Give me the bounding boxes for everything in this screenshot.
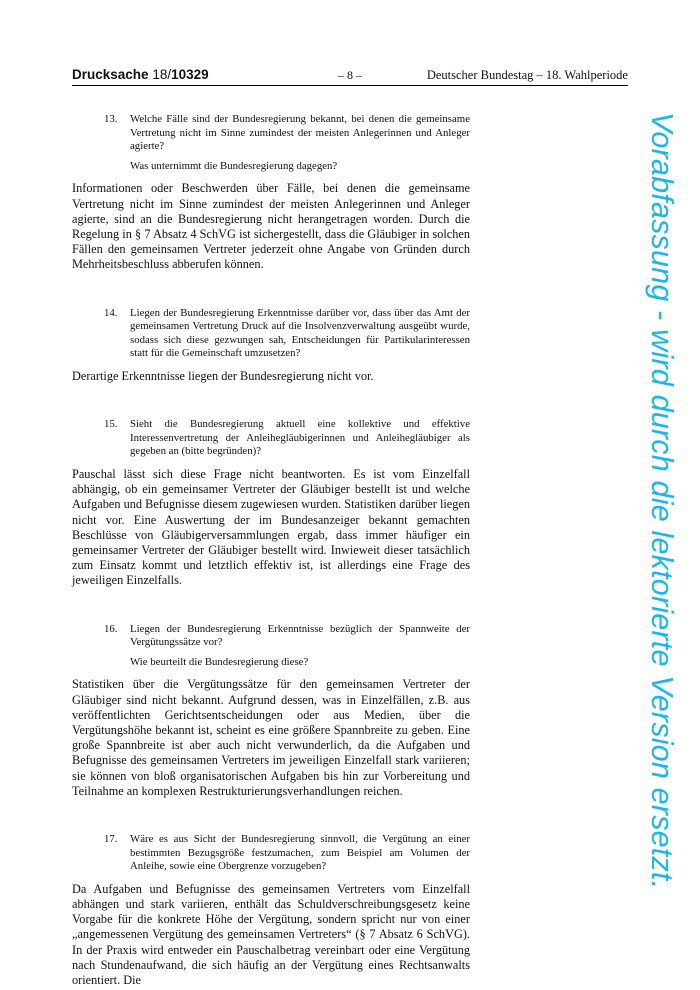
question-16: [104, 623, 470, 650]
question-number: 16.: [104, 622, 118, 635]
doc-number-prefix: 18/: [152, 67, 172, 82]
answer-13: Informationen oder Beschwerden über Fälle, bei denen die gemeinsame Vertretung nicht im Sinne zumindest der meisten Anlegerinnen und Anleger agierte, sind an die Bundesregierung nicht herangetragen worden. Durch die Regelung in § 7 Absatz 4 SchVG ist sichergestellt, dass die Gläubiger in solchen Fällen den gemeinsamen Vertreter jederzeit ohne Angabe von Gründen durch Mehrheitsbeschluss abberufen können.: [72, 181, 470, 272]
question-number: 14.: [104, 306, 118, 319]
question-15: [104, 418, 470, 459]
question-text: Welche Fälle sind der Bundesregierung bekannt, bei denen die gemeinsame Vertretung nicht im Sinne zumindest der meisten Anlegerinnen und Anleger agierte?: [130, 113, 470, 153]
question-14: [104, 307, 470, 361]
page-header: [72, 67, 628, 86]
page-number: – 8 –: [338, 68, 362, 82]
document-body: [72, 113, 470, 988]
draft-watermark: Vorabfassung - wird durch die lektorierte Version ersetzt.: [645, 112, 679, 890]
parliament-label: Deutscher Bundestag – 18. Wahlperiode: [426, 68, 628, 82]
question-text: Liegen der Bundesregierung Erkenntnisse bezüglich der Spannweite der Vergütungssätze vor?: [130, 622, 470, 649]
question-number: 15.: [104, 418, 118, 431]
doc-label: Drucksache: [72, 67, 149, 82]
answer-14: Derartige Erkenntnisse liegen der Bundesregierung nicht vor.: [72, 368, 374, 383]
question-number: 17.: [104, 832, 118, 845]
doc-number: 10329: [171, 67, 209, 82]
question-text: Liegen der Bundesregierung Erkenntnisse darüber vor, dass über das Amt der gemeinsamen Vertretung Druck auf die Insolvenzverwaltung ausgeübt wurde, sodass sich diese gezwungen sah, Entscheidungen für Partikularinteressen statt für die Gemeinschaft umzusetzen?: [130, 306, 470, 360]
answer-15: Pauschal lässt sich diese Frage nicht beantworten. Es ist vom Einzelfall abhängig, ob ein gemeinsamer Vertreter der Gläubiger bestellt ist und welche Aufgaben und Befugnisse diesem zugewiesen wurden. Statistiken darüber liegen nicht vor. Eine Auswertung der im Bundesanzeiger bekannt gemachten Beschlüsse von Gläubigerversammlungen ergab, dass immer häufiger ein gemeinsamer Vertreter der Gläubiger bestellt wird. Inwieweit dieser tatsächlich zum Einsatz kommt und letztlich effektiv ist, ist allerdings eine Frage des jeweiligen Einzelfalls.: [72, 466, 470, 588]
sub-question: Wie beurteilt die Bundesregierung diese?: [130, 655, 309, 668]
question-17: [104, 833, 470, 874]
sub-question: Was unternimmt die Bundesregierung dagegen?: [130, 159, 338, 172]
question-number: 13.: [104, 113, 118, 125]
question-text: Wäre es aus Sicht der Bundesregierung sinnvoll, die Vergütung an einer bestimmten Bezugsgröße festzumachen, zum Beispiel am Volumen der Anleihe, sowie eine Obergrenze vorzugeben?: [130, 832, 470, 873]
answer-16: Statistiken über die Vergütungssätze für den gemeinsamen Vertreter der Gläubiger sind nicht bekannt. Aufgrund dessen, was in Einzelfällen, z.B. aus veröffentlichten Gerichtsentscheidungen oder aus Medien, über die Vergütungshöhe bekannt ist, scheint es eine größere Spannbreite zu geben. Eine große Spannbreite ist aber auch nicht verwunderlich, da die Aufgaben und Befugnisse des gemeinsamen Vertreters im jeweiligen Einzelfall stark variieren; sie können von bloß organisatorischen Aufgaben bis hin zur Vorbereitung und Teilnahme an komplexen Restrukturierungsverhandlungen reichen.: [72, 677, 470, 798]
answer-17: Da Aufgaben und Befugnisse des gemeinsamen Vertreters vom Einzelfall abhängen und stark variieren, enthält das Schuldverschreibungsgesetz keine Vorgabe für die konkrete Höhe der Vergütung, sondern spricht nur von einer „angemessenen Vergütung des gemeinsamen Vertreters“ (§ 7 Absatz 6 SchVG). In der Praxis wird entweder ein Pauschalbetrag vereinbart oder eine Vergütung nach Stundenaufwand, die sich häufig an der Vergütung eines Rechtsanwalts orientiert. Die: [72, 881, 470, 987]
question-13: [104, 113, 470, 154]
question-text: Sieht die Bundesregierung aktuell eine kollektive und effektive Interessenvertretung der Anleihegläubigerinnen und Anleihegläubiger als gegeben an (bitte begründen)?: [130, 418, 470, 458]
